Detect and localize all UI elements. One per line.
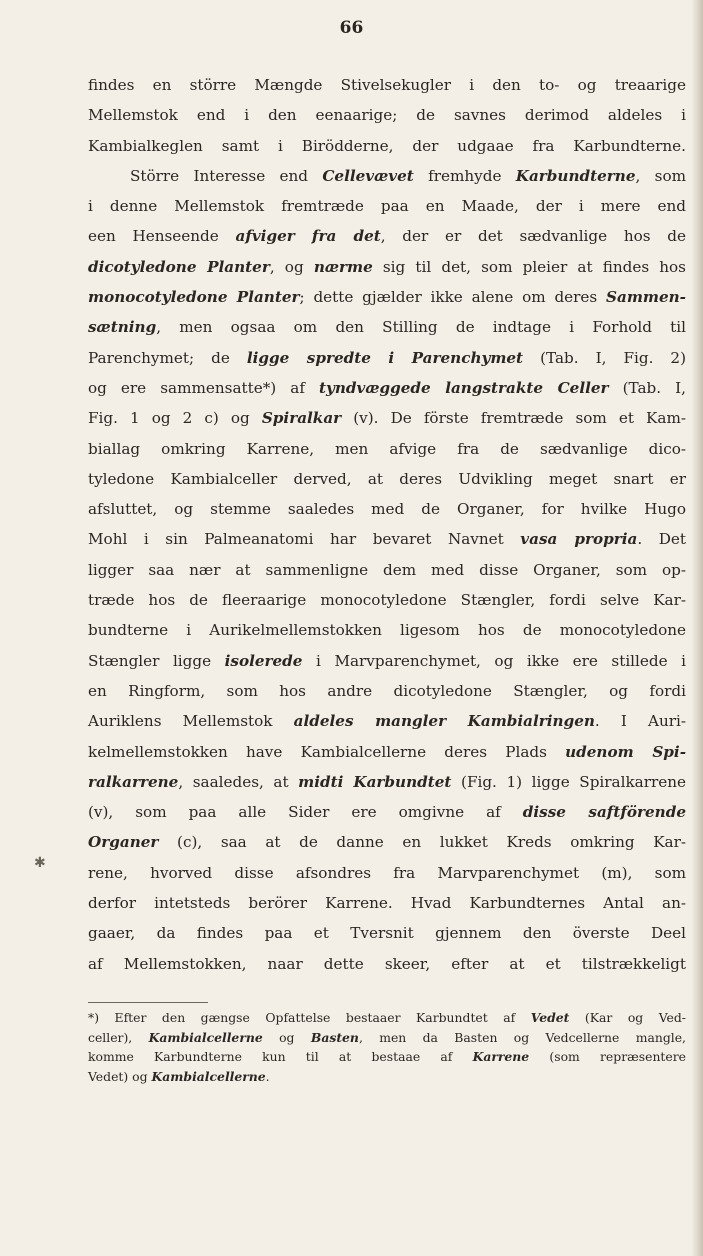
page-edge-shadow — [691, 0, 703, 1256]
text-line — [88, 918, 686, 948]
emphasis-text: Kambialcellerne — [148, 1029, 263, 1045]
text-line — [88, 434, 686, 464]
text-segment: , men da Basten og Vedcellerne mangle, — [358, 1029, 686, 1045]
text-line — [88, 70, 686, 100]
emphasis-text: dicotyledone Planter — [88, 257, 270, 276]
text-line — [88, 312, 686, 342]
text-segment: Mellemstok end i den eenaarige; de savnes derimod aldeles i — [88, 106, 686, 125]
text-segment: Parenchymet; de — [88, 348, 247, 367]
page-number: 66 — [339, 18, 364, 38]
footnote-line — [88, 1008, 686, 1028]
text-segment: og ere sammensatte*) af — [88, 378, 320, 397]
footnote — [88, 1008, 686, 1086]
text-line — [88, 464, 686, 494]
text-segment: (v), som paa alle Sider ere omgivne af — [88, 803, 523, 822]
text-line — [88, 343, 686, 373]
text-segment: , saaledes, at — [178, 772, 299, 791]
text-segment: (som repræsentere — [529, 1049, 686, 1064]
text-segment: Större Interesse end — [130, 166, 323, 185]
footnote-line — [88, 1067, 686, 1087]
text-segment: i denne Mellemstok fremtræde paa en Maade, der i mere end — [88, 197, 686, 216]
text-line — [88, 373, 686, 403]
emphasis-text: aldeles mangler Kambialringen — [293, 712, 595, 731]
emphasis-text: sætning — [88, 318, 157, 337]
emphasis-text: vasa propria — [520, 530, 638, 549]
text-segment: *) Efter den gængse Opfattelse bestaaer Karbundtet af — [88, 1010, 531, 1025]
text-line — [88, 100, 686, 130]
emphasis-text: Kambialcellerne — [151, 1068, 266, 1084]
text-segment: findes en större Mængde Stivelsekugler i den to- og treaarige — [88, 76, 686, 94]
text-segment: , som — [635, 166, 687, 185]
emphasis-text: monocotyledone Planter — [88, 288, 300, 307]
emphasis-text: tyndvæggede langstrakte Celler — [319, 378, 609, 397]
text-segment: tyledone Kambialceller derved, at deres Udvikling meget snart er — [88, 469, 686, 488]
emphasis-text: udenom Spi- — [565, 742, 687, 761]
text-segment: biallag omkring Karrene, men afvige fra de sædvanlige dico- — [88, 439, 686, 458]
emphasis-text: Basten — [310, 1029, 359, 1045]
emphasis-text: Karbundterne — [515, 166, 636, 185]
text-segment: fremhyde — [413, 166, 516, 185]
text-segment: , og — [269, 257, 314, 276]
footnote-line — [88, 1047, 686, 1067]
text-line — [88, 403, 686, 433]
emphasis-text: ligge spredte i Parenchymet — [246, 348, 524, 367]
text-segment: rene, hvorved disse afsondres fra Marvparenchymet (m), som — [88, 863, 686, 882]
text-line — [88, 221, 686, 251]
text-segment: og — [262, 1029, 311, 1045]
text-segment: een Henseende — [88, 227, 236, 246]
text-segment: gaaer, da findes paa et Tversnit gjennem den överste Deel — [88, 924, 686, 943]
emphasis-text: ralkarrene — [88, 772, 179, 791]
text-line — [88, 131, 686, 161]
text-line — [88, 555, 686, 585]
text-segment: . — [265, 1068, 270, 1084]
emphasis-text: midti Karbundtet — [298, 772, 452, 791]
emphasis-text: Organer — [88, 833, 159, 852]
text-segment: i Marvparenchymet, og ikke ere stillede i — [302, 651, 686, 670]
text-segment: kelmellemstokken have Kambialcellerne deres Plads — [88, 742, 566, 761]
text-segment: bundterne i Aurikelmellemstokken ligesom hos de monocotyledone — [88, 621, 686, 640]
emphasis-text: isolerede — [224, 651, 303, 670]
text-segment: Stængler ligge — [88, 651, 225, 670]
text-line — [88, 888, 686, 918]
emphasis-text: nærme — [313, 257, 373, 276]
emphasis-text: Vedet — [530, 1010, 570, 1025]
text-segment: træde hos de fleeraarige monocotyledone Stængler, fordi selve Kar- — [88, 591, 686, 610]
text-segment: af Mellemstokken, naar dette skeer, efter at et tilstrækkeligt — [88, 954, 686, 973]
text-segment: Fig. 1 og 2 c) og — [88, 409, 262, 428]
text-segment: (Tab. I, Fig. 2) — [523, 348, 686, 367]
text-segment: (c), saa at de danne en lukket Kreds omkring Kar- — [158, 833, 686, 852]
text-segment: derfor intetsteds berörer Karrene. Hvad Karbundternes Antal an- — [88, 894, 686, 913]
footnote-rule — [88, 1002, 208, 1003]
margin-mark: ✱ — [34, 855, 46, 871]
text-segment: komme Karbundterne kun til at bestaae af — [88, 1049, 473, 1064]
text-segment: , der er det sædvanlige hos de — [380, 227, 686, 246]
text-line — [88, 615, 686, 645]
text-line — [88, 767, 686, 797]
text-line — [88, 252, 686, 282]
text-segment: . I Auri- — [594, 712, 686, 731]
text-line — [88, 797, 686, 827]
text-line — [88, 161, 686, 191]
text-segment: Vedet) og — [88, 1068, 152, 1084]
text-segment: Mohl i sin Palmeanatomi har bevaret Navnet — [88, 530, 521, 549]
emphasis-text: disse saftförende — [522, 803, 686, 822]
text-segment: (Fig. 1) ligge Spiralkarrene — [451, 772, 686, 791]
text-line — [88, 191, 686, 221]
emphasis-text: Sammen- — [606, 288, 686, 307]
emphasis-text: afviger fra det — [235, 227, 381, 246]
text-line — [88, 676, 686, 706]
text-line — [88, 494, 686, 524]
text-line — [88, 949, 686, 979]
text-segment: Kambialkeglen samt i Birödderne, der udgaae fra Karbundterne. — [88, 136, 686, 155]
body-text — [88, 70, 686, 979]
emphasis-text: Karrene — [472, 1049, 530, 1064]
text-line — [88, 282, 686, 312]
text-segment: en Ringform, som hos andre dicotyledone Stængler, og fordi — [88, 681, 686, 700]
text-segment: ligger saa nær at sammenligne dem med disse Organer, som op- — [88, 560, 686, 579]
text-segment: (v). De förste fremtræde som et Kam- — [341, 409, 686, 428]
text-segment: afsluttet, og stemme saaledes med de Organer, for hvilke Hugo — [88, 500, 686, 519]
text-line — [88, 585, 686, 615]
text-segment: (Kar og Ved- — [569, 1010, 686, 1025]
text-line — [88, 858, 686, 888]
footnote-line — [88, 1028, 686, 1048]
text-segment: sig til det, som pleier at findes hos — [372, 257, 686, 276]
text-segment: celler), — [88, 1029, 149, 1045]
text-segment: , men ogsaa om den Stilling de indtage i Forhold til — [156, 318, 686, 337]
text-line — [88, 706, 686, 736]
text-segment: ; dette gjælder ikke alene om deres — [299, 288, 607, 307]
text-line — [88, 524, 686, 554]
text-line — [88, 646, 686, 676]
text-segment: Auriklens Mellemstok — [88, 712, 294, 731]
text-segment: . Det — [637, 530, 686, 549]
text-segment: (Tab. I, — [608, 378, 686, 397]
emphasis-text: Cellevævet — [322, 166, 414, 185]
text-line — [88, 827, 686, 857]
emphasis-text: Spiralkar — [261, 409, 342, 428]
text-line — [88, 737, 686, 767]
